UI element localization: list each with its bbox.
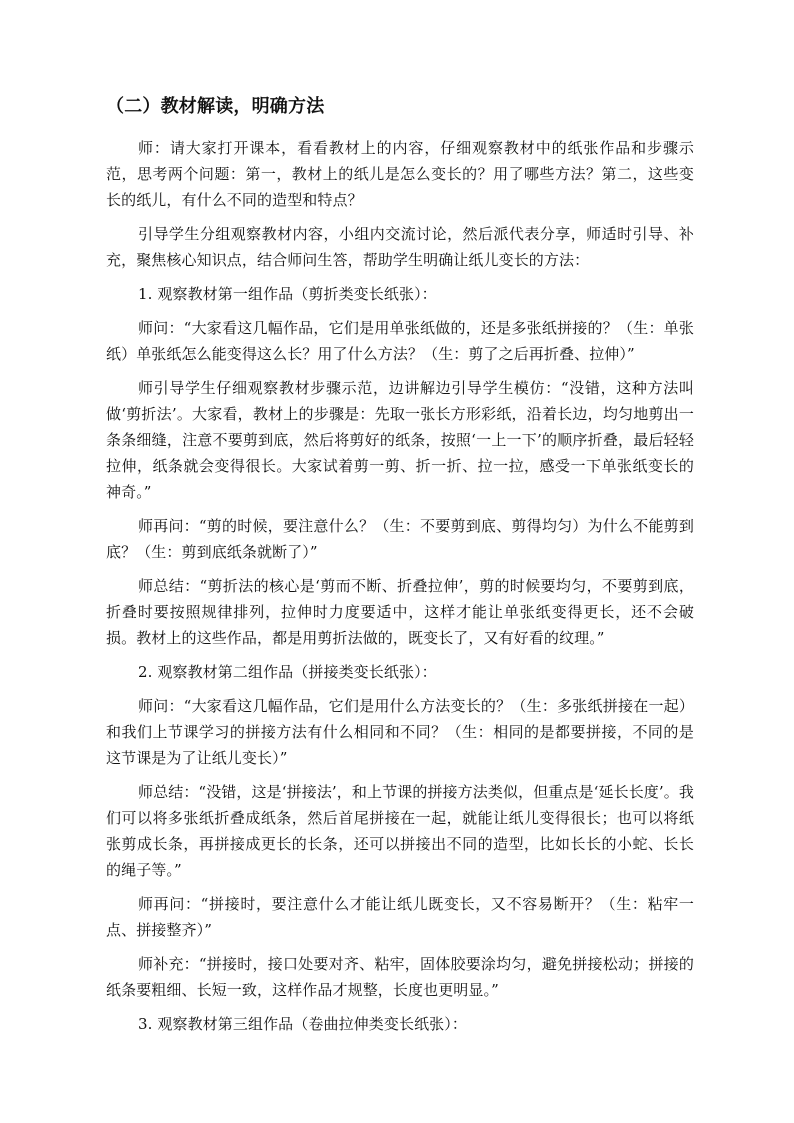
paragraph-group-3-title: 3. 观察教材第三组作品（卷曲拉伸类变长纸张）： (138, 1015, 467, 1033)
paragraph-group-discussion: 引导学生分组观察教材内容，小组内交流讨论，然后派代表分享，师适时引导、补充，聚焦核心知识点，结合师问生答，帮助学生明确让纸儿变长的方法： (106, 225, 694, 269)
paragraph-group-2-supplement: 师补充：“拼接时，接口处要对齐、粘牢，固体胶要涂均匀，避免拼接松动；拼接的纸条要粗细、长短一致，这样作品才规整，长度也更明显。” (106, 955, 694, 999)
paragraph-group-2-followup: 师再问：“拼接时，要注意什么才能让纸儿既变长，又不容易断开？（生：粘牢一点、拼接整齐）” (106, 895, 694, 939)
paragraph-group-1-demo: 师引导学生仔细观察教材步骤示范，边讲解边引导学生模仿：“没错，这种方法叫做‘剪折法’。大家看，教材上的步骤是：先取一张长方形彩纸，沿着长边，均匀地剪出一条条细缝，注意不要剪到底，然后将剪好的纸条，按照‘一上一下’的顺序折叠，最后轻轻拉伸，纸条就会变得很长。大家试着剪一剪、折一折、拉一拉，感受一下单张纸变长的神奇。” (106, 379, 694, 501)
paragraph-group-1-title: 1. 观察教材第一组作品（剪折类变长纸张）： (138, 285, 437, 303)
paragraph-group-1-followup: 师再问：“剪的时候，要注意什么？（生：不要剪到底、剪得均匀）为什么不能剪到底？（生：剪到底纸条就断了）” (106, 517, 694, 561)
paragraph-group-2-question: 师问：“大家看这几幅作品，它们是用什么方法变长的？（生：多张纸拼接在一起）和我们上节课学习的拼接方法有什么相同和不同？（生：相同的是都要拼接，不同的是这节课是为了让纸儿变长）” (106, 697, 694, 767)
document-body (106, 94, 694, 1045)
paragraph-group-2-title: 2. 观察教材第二组作品（拼接类变长纸张）： (138, 663, 437, 681)
paragraph-intro-question: 师：请大家打开课本，看看教材上的内容，仔细观察教材中的纸张作品和步骤示范，思考两个问题：第一，教材上的纸儿是怎么变长的？用了哪些方法？第二，这些变长的纸儿，有什么不同的造型和特点？ (106, 139, 694, 209)
paragraph-group-1-summary: 师总结：“剪折法的核心是‘剪而不断、折叠拉伸’，剪的时候要均匀，不要剪到底，折叠时要按照规律排列，拉伸时力度要适中，这样才能让单张纸变得更长，还不会破损。教材上的这些作品，都是用剪折法做的，既变长了，又有好看的纹理。” (106, 577, 694, 647)
section-heading: （二）教材解读，明确方法 (106, 96, 325, 117)
paragraph-group-2-summary: 师总结：“没错，这是‘拼接法’，和上节课的拼接方法类似，但重点是‘延长长度’。我们可以将多张纸折叠成纸条，然后首尾拼接在一起，就能让纸儿变得很长；也可以将纸张剪成长条，再拼接成更长的长条，还可以拼接出不同的造型，比如长长的小蛇、长长的绳子等。” (106, 783, 694, 879)
paragraph-group-1-question: 师问：“大家看这几幅作品，它们是用单张纸做的，还是多张纸拼接的？（生：单张纸）单张纸怎么能变得这么长？用了什么方法？（生：剪了之后再折叠、拉伸）” (106, 319, 694, 363)
